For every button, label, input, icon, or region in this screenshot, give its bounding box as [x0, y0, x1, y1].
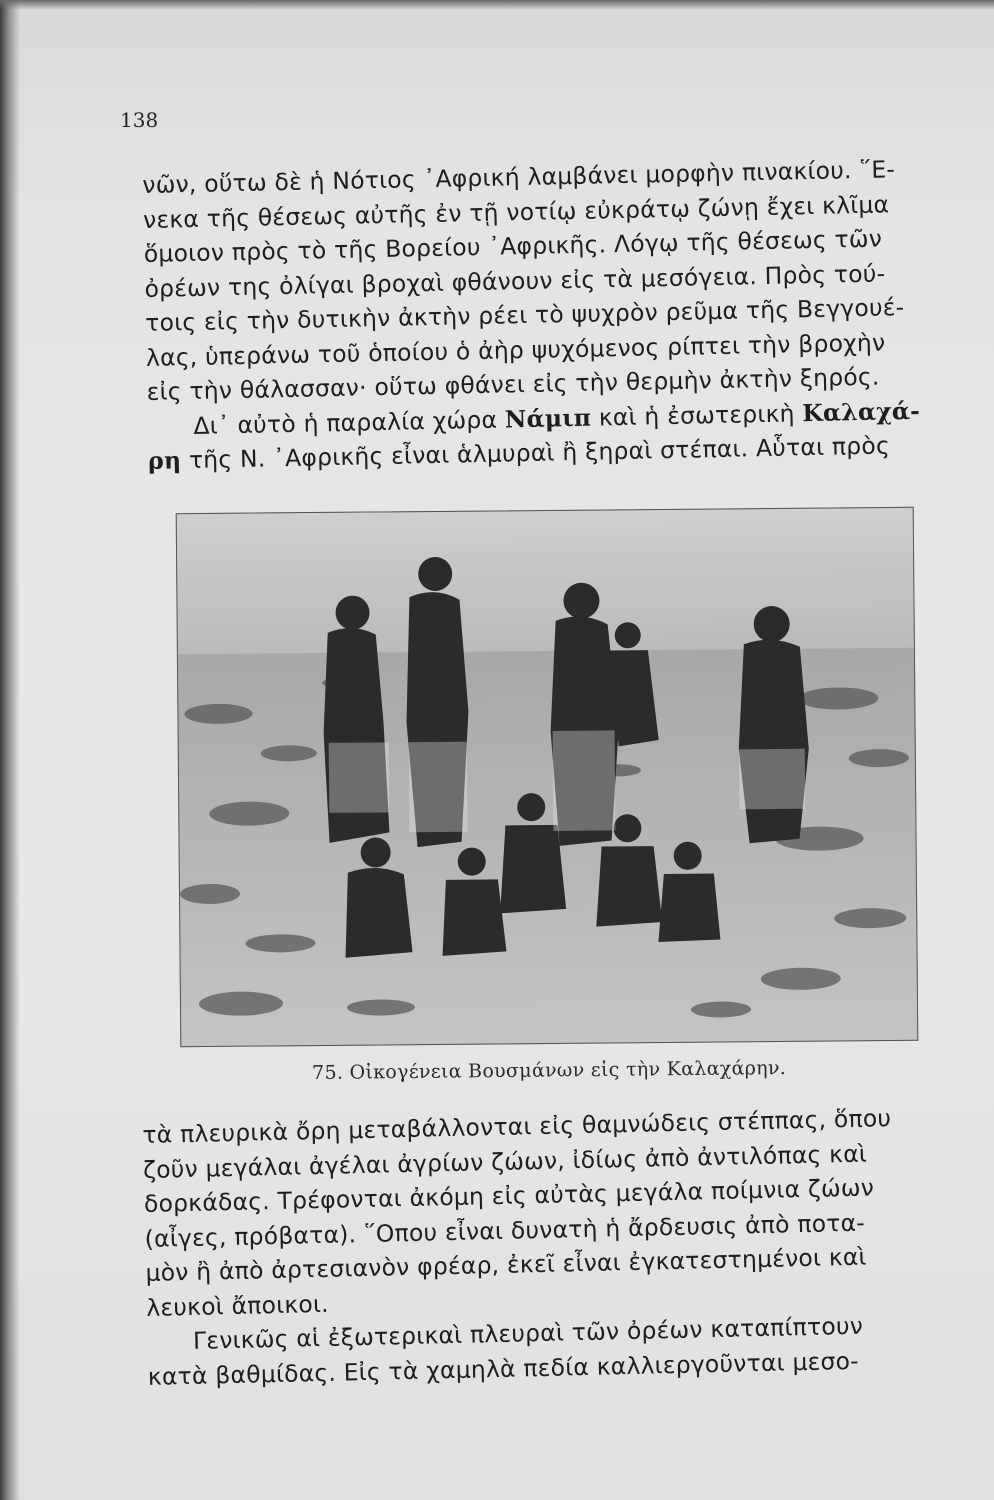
place-name-namib: Νάμιπ — [504, 403, 592, 433]
page-binding-shadow — [0, 0, 20, 1500]
text-block-top — [142, 151, 960, 478]
text-line: εἰς τὴν θάλασσαν· οὕτω φθάνει εἰς τὴν θερμὴν ἀκτὴν ξηρός. — [146, 362, 880, 406]
text-run: τῆς Ν. ᾿Αφρικῆς εἶναι ἁλμυραὶ ἢ ξηραὶ στέπαι. Αὗται πρὸς — [180, 431, 891, 475]
text-line: λευκοὶ ἄποικοι. — [145, 1289, 330, 1322]
text-line: δορκάδας. Τρέφονται ἀκόμη εἰς αὐτὰς μεγάλα ποίμνια ζώων — [143, 1173, 875, 1218]
figure-caption: 75. Οἰκογένεια Βουσμάνων εἰς τὴν Καλαχάρην. — [312, 1057, 787, 1084]
text-line: λας, ὑπεράνω τοῦ ὁποίου ὁ ἀὴρ ψυχόμενος ρίπτει τὴν βροχὴν — [145, 327, 886, 372]
text-line: κατὰ βαθμίδας. Εἰς τὰ χαμηλὰ πεδία καλλιεργοῦνται μεσο- — [147, 1346, 860, 1391]
place-name-kalahari-end: ρη — [147, 446, 182, 475]
text-line: Γενικῶς αἱ ἐξωτερικαὶ πλευραὶ τῶν ὀρέων καταπίπτουν — [192, 1311, 864, 1355]
text-line: ζοῦν μεγάλαι ἀγέλαι ἀγρίων ζώων, ἰδίως ἀπὸ ἀντιλόπας καὶ — [142, 1139, 868, 1184]
text-line: νῶν, οὕτω δὲ ἡ Νότιος ᾿Αφρική λαμβάνει μορφὴν πινακίου. ῞Ε- — [142, 155, 896, 199]
text-line: τὰ πλευρικὰ ὄρη μεταβάλλονται εἰς θαμνώδεις στέππας, ὅπου — [142, 1104, 892, 1149]
text-line: μὸν ἢ ἀπὸ ἀρτεσιανὸν φρέαρ, ἐκεῖ εἶναι ἐγκατεστημένοι καὶ — [145, 1242, 867, 1287]
page-top-shadow — [0, 0, 994, 10]
photograph-bushmen-family — [176, 507, 919, 1047]
text-line: νεκα τῆς θέσεως αὐτῆς ἐν τῇ νοτίῳ εὐκράτῳ ζώνῃ ἔχει κλῖμα — [142, 189, 890, 234]
place-name-kalahari: Καλαχά- — [802, 396, 921, 427]
text-line: ὅμοιον πρὸς τὸ τῆς Βορείου ᾿Αφρικῆς. Λόγῳ τῆς θέσεως τῶν — [143, 224, 883, 268]
page-number: 138 — [120, 108, 159, 132]
photo-illustration — [177, 508, 918, 1046]
text-line: τοις εἰς τὴν δυτικὴν ἀκτὴν ρέει τὸ ψυχρὸν ρεῦμα τῆς Βεγγουέ- — [144, 293, 905, 337]
text-line: ὀρέων της ὀλίγαι βροχαὶ φθάνουν εἰς τὰ μεσόγεια. Πρὸς τού- — [144, 258, 886, 303]
text-run: καὶ ἡ ἐσωτερικὴ — [590, 398, 803, 432]
text-block-bottom — [142, 1100, 960, 1394]
text-run: Δι᾿ αὐτὸ ἡ παραλία χώρα — [193, 404, 506, 440]
text-line: (αἶγες, πρόβατα). ῞Οπου εἶναι δυνατὴ ἡ ἄρδευσις ἀπὸ ποτα- — [144, 1208, 866, 1253]
